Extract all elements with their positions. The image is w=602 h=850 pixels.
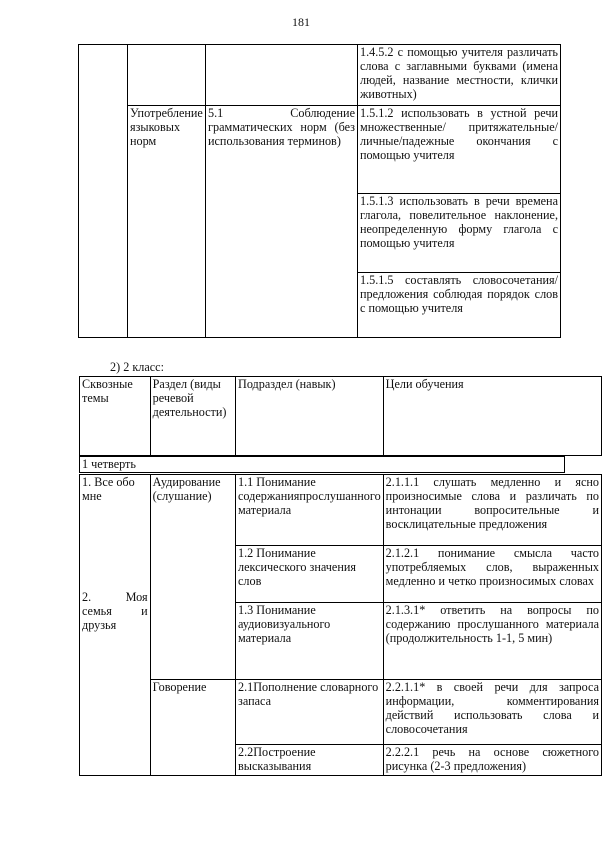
goal-cell: 2.2.2.1 речь на основе сюжетного рисунка (2-3 предложения) <box>383 745 601 776</box>
table-continuation <box>78 44 561 338</box>
goal-cell: 1.4.5.2 с помощью учителя различать слова с заглавными буквами (имена людей, название местности, клички животных) <box>358 45 561 106</box>
subsection-cell: 2.1Пополнение словарного запаса <box>236 680 384 745</box>
goal-cell: 2.1.1.1 слушать медленно и ясно произносимые слова и различать по интонации вопросительные и восклицательные предложения <box>383 475 601 546</box>
table-row <box>80 475 602 546</box>
theme-2: 2. Моя семья и друзья <box>82 590 148 632</box>
table-cell-empty <box>128 45 206 106</box>
page-number: 181 <box>292 15 310 29</box>
goal-cell: 2.1.2.1 понимание смысла часто употребляемых слов, выраженных медленно и четко произносимых словах <box>383 546 601 603</box>
grade-label: 2) 2 класс: <box>110 360 164 374</box>
table-cell-empty <box>79 45 128 338</box>
table-row <box>79 106 561 194</box>
table-grade-2 <box>79 376 602 776</box>
section-cell: Аудирование (слушание) <box>150 475 235 680</box>
table-header-row <box>80 377 602 456</box>
subsection-cell: 1.3 Понимание аудиовизуального материала <box>236 603 384 680</box>
goal-cell: 1.5.1.5 составлять словосочетания/ предложения соблюдая порядок слов с помощью учителя <box>358 273 561 338</box>
subsection-cell: 1.1 Понимание содержанияпрослушанного материала <box>236 475 384 546</box>
table-cell-empty <box>206 45 358 106</box>
header-cell: Раздел (виды речевой деятельности) <box>150 377 235 456</box>
goal-cell: 2.1.3.1* ответить на вопросы по содержанию прослушанного материала (продолжительность 1-1, 5 мин) <box>383 603 601 680</box>
section-cell: Говорение <box>150 680 235 776</box>
table-row <box>80 680 602 745</box>
goal-cell: 1.5.1.2 использовать в устной речи множественные/ притяжательные/личные/падежные окончания с помощью учителя <box>358 106 561 194</box>
theme-1: 1. Все обо мне <box>82 475 135 503</box>
goal-cell: 2.2.1.1* в своей речи для запроса информации, комментирования действий использовать слова и словосочетания <box>383 680 601 745</box>
header-cell: Сквозные темы <box>80 377 151 456</box>
subsection-cell: 1.2 Понимание лексического значения слов <box>236 546 384 603</box>
subsection-cell: 2.2Построение высказывания <box>236 745 384 776</box>
table-row <box>79 45 561 106</box>
theme-cell <box>80 475 151 776</box>
subsection-cell: 5.1 Соблюдение грамматических норм (без использования терминов) <box>206 106 358 338</box>
section-cell: Употребление языковых норм <box>128 106 206 338</box>
header-cell: Подраздел (навык) <box>236 377 384 456</box>
header-cell: Цели обучения <box>383 377 601 456</box>
quarter-row: 1 четверть <box>79 456 565 473</box>
goal-cell: 1.5.1.3 использовать в речи времена глагола, повелительное наклонение, неопределенную форму глагола с помощью учителя <box>358 194 561 273</box>
